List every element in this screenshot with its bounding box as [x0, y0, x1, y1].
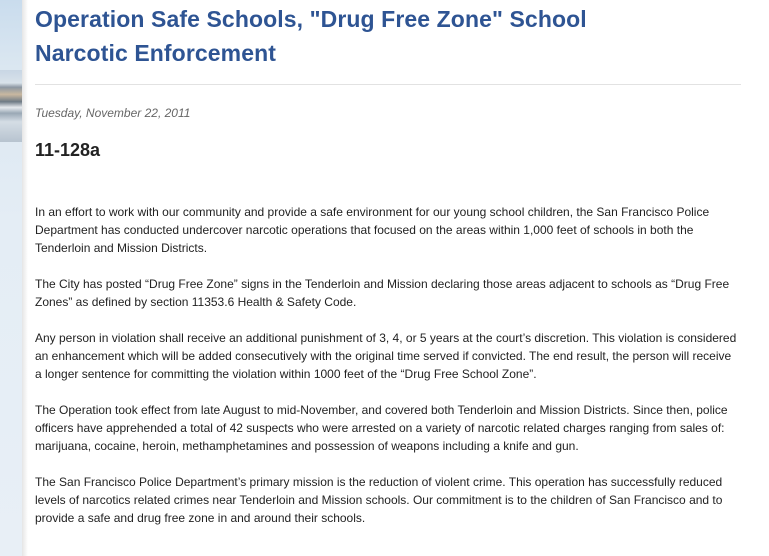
- left-decorative-strip: [0, 0, 22, 556]
- page-title: [35, 0, 741, 70]
- city-photo-thumbnail: [0, 70, 22, 142]
- article-body: [35, 203, 741, 527]
- publish-date: Tuesday, November 22, 2011: [35, 106, 191, 120]
- paragraph-1: In an effort to work with our community and provide a safe environment for our young school children, the San Francisco Police Department has conducted undercover narcotic operations that focused on the areas within 1,000 feet of schools in both the Tenderloin and Mission Districts.: [35, 205, 710, 255]
- article: [35, 0, 741, 545]
- strip-shadow: [22, 0, 28, 556]
- release-number: 11-128a: [35, 140, 101, 160]
- page-title-line-1: Operation Safe Schools, "Drug Free Zone" School: [35, 6, 587, 32]
- page-title-line-2: Narcotic Enforcement: [35, 40, 277, 66]
- paragraph-2: The City has posted “Drug Free Zone” signs in the Tenderloin and Mission declaring those areas adjacent to schools as “Drug Free Zones” as defined by section 11353.6 Health & Safety Code.: [35, 277, 730, 309]
- paragraph-5: The San Francisco Police Department’s primary mission is the reduction of violent crime. This operation has successfully reduced levels of narcotics related crimes near Tenderloin and Mission schools. Our commitment is to the children of San Francisco and to provide a safe and drug free zone in and around their schools.: [35, 475, 723, 525]
- paragraph-3: Any person in violation shall receive an additional punishment of 3, 4, or 5 years at the court’s discretion. This violation is considered an enhancement which will be added consecutively with the original time served if convicted. The end result, the person will receive a longer sentence for committing the violation within 1000 feet of the “Drug Free School Zone”.: [35, 331, 737, 381]
- title-divider: [35, 84, 741, 85]
- paragraph-4: The Operation took effect from late August to mid-November, and covered both Tenderloin and Mission Districts. Since then, police officers have apprehended a total of 42 suspects who were arrested on a variety of narcotic related charges ranging from sales of: marijuana, cocaine, heroin, methamphetamines and possession of weapons including a knife and gun.: [35, 403, 728, 453]
